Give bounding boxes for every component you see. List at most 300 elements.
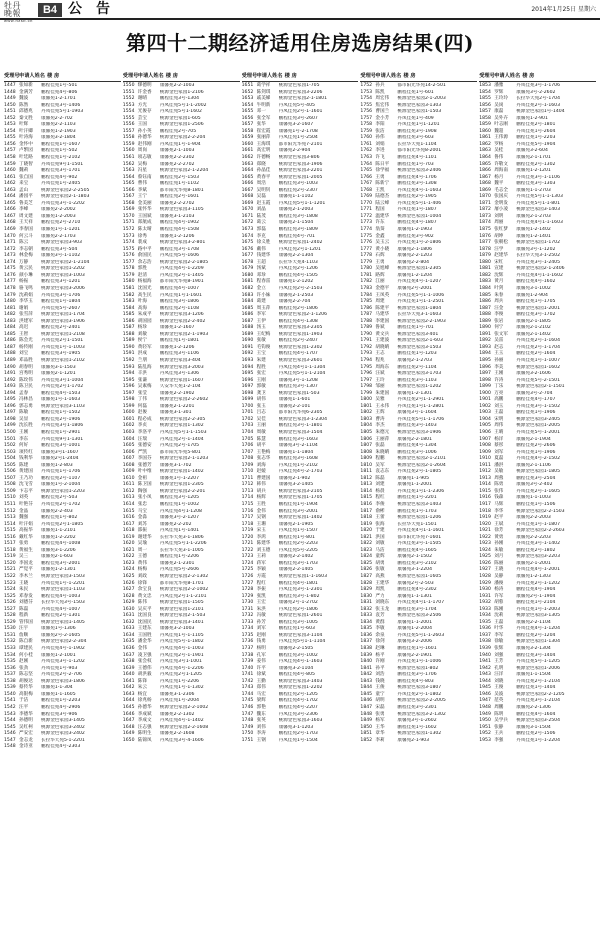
accept-number: 1537 (4, 672, 16, 678)
room-number: 康馨苑3-1-2103 (159, 213, 195, 219)
applicant-name: 朱德元 (375, 429, 390, 435)
room-number: 丹凤佳苑5号1-1-1201 (278, 200, 326, 206)
accept-number: 1615 (122, 508, 135, 514)
accept-number: 1939 (479, 646, 491, 652)
applicant-name: 吴岗 (494, 102, 504, 108)
accept-number: 1584 (122, 305, 135, 311)
applicant-name: 严安宏 (19, 731, 33, 737)
applicant-name: 余泉 (375, 632, 385, 638)
accept-number: 1913 (479, 475, 491, 481)
applicant-name: 秦文胜 (19, 115, 33, 121)
accept-number: 1620 (122, 541, 135, 547)
applicant-name: 丁伟 (137, 397, 147, 403)
applicant-name: 许金香 (137, 89, 152, 95)
room-number: 鹏程佳苑3号-1307 (278, 384, 318, 390)
room-number: 丹凤佳苑5号1-1-2104 (278, 371, 326, 377)
accept-number: 1840 (360, 659, 373, 665)
room-number: 康馨苑2-1-1701 (516, 155, 551, 161)
applicant-name: 程鹏 (375, 456, 385, 462)
applicant-name: 李志朝 (19, 246, 33, 252)
accept-number: 1892 (479, 338, 491, 344)
accept-number: 1550 (122, 83, 135, 88)
room-number: 鹏程佳苑3号-1806 (159, 299, 200, 305)
logo-line-2: 晚報 (4, 9, 21, 18)
applicant-name: 陈然 (19, 102, 29, 108)
accept-number: 1458 (4, 155, 16, 161)
accept-number: 1535 (4, 659, 16, 665)
header-applicant-name: 申请人姓名 (256, 73, 283, 79)
room-number: 丹凤佳苑2号1-1-2901 (397, 397, 445, 403)
room-number: 丹凤佳苑4号-1-1902 (41, 646, 85, 652)
room-number: 鹏程佳苑3号-2607 (278, 115, 318, 121)
room-number: 桃源金色家园1-2601 (278, 613, 323, 619)
room-number: 桃源金色家园2-1-2104 (41, 259, 90, 265)
applicant-name: 孙芳 (256, 619, 266, 625)
applicant-name: 李德华 (19, 711, 33, 717)
accept-number: 1762 (360, 148, 373, 154)
applicant-name: 李敏 (375, 626, 385, 632)
room-number: 丹凤佳苑1号1-1-2306 (397, 488, 445, 494)
room-number: 丹凤佳苑5号-405 (278, 102, 315, 108)
room-number: 鹏程佳苑2号-2606 (516, 443, 556, 449)
applicant-name: 胡平 (256, 443, 266, 449)
room-number: 鹏程佳苑2号-1905 (397, 194, 437, 200)
applicant-name: 林金梅 (19, 253, 33, 259)
applicant-name: 詹顺 (19, 632, 29, 638)
accept-number: 1784 (360, 292, 373, 298)
accept-number: 1953 (479, 737, 491, 743)
room-number: 都市阳光华苑8-1701 (159, 580, 204, 586)
room-number: 丹凤佳苑2号1-1201 (278, 246, 321, 252)
accept-number: 1741 (241, 672, 254, 678)
accept-number: 1764 (360, 161, 373, 167)
accept-number: 1525 (4, 593, 16, 599)
applicant-name: 金鑫 (375, 233, 385, 239)
room-number: 桃源金色家园1-2202 (41, 266, 85, 272)
header-room: 楼 房 (47, 73, 60, 79)
room-number: 丹凤佳苑4号-1-1603 (397, 187, 442, 193)
room-number: 丹凤佳苑5号1-1-406 (397, 200, 442, 206)
accept-number: 1812 (360, 475, 373, 481)
accept-number: 1595 (122, 377, 135, 383)
applicant-name: 谭建民 (19, 646, 33, 652)
accept-number: 1643 (122, 691, 135, 697)
room-number: 丹凤佳苑1号1-1601 (159, 292, 202, 298)
applicant-name: 周海东 (375, 364, 390, 370)
room-number: 康馨苑2-2-804 (397, 259, 430, 265)
accept-number: 1536 (4, 665, 16, 671)
room-number: 桃源金色家园3-1103 (41, 403, 85, 409)
room-number: 康馨苑1号-1-1201 (41, 227, 81, 233)
room-number: 康馨苑1-1-2001 (397, 482, 433, 488)
room-number: 丹凤佳苑4号1-1-1707 (397, 600, 445, 606)
applicant-name: 孟山 (19, 187, 29, 193)
table-row (479, 738, 596, 745)
room-number: 丹凤佳苑3号-2306 (278, 711, 318, 717)
accept-number: 1497 (4, 410, 16, 416)
room-number: 康馨苑2-2-1203 (397, 253, 433, 259)
room-number: 鹏程佳苑3号-1704 (397, 606, 437, 612)
logo-url: www.hzsb.cn (4, 18, 33, 23)
applicant-name: 陆德杰 (375, 194, 390, 200)
room-number: 鹏程佳苑4号-1702 (278, 698, 318, 704)
applicant-name: 胡勇 (375, 560, 385, 566)
accept-number: 1552 (122, 96, 135, 102)
room-number: 康馨苑1号-1-2207 (159, 475, 200, 481)
accept-number: 1792 (360, 344, 373, 350)
applicant-name: 李东 (19, 436, 29, 442)
accept-number: 1832 (360, 606, 373, 612)
accept-number: 1499 (4, 423, 16, 429)
accept-number: 1932 (479, 600, 491, 606)
room-number: 鹏程佳苑3号-1205 (159, 495, 200, 501)
applicant-name: 严力 (375, 593, 385, 599)
accept-number: 1633 (122, 626, 135, 632)
accept-number: 1541 (4, 698, 16, 704)
applicant-name: 邓珍 (256, 272, 266, 278)
applicant-name: 路中平 (137, 246, 152, 252)
applicant-name: 吴瑜 (137, 541, 147, 547)
applicant-name: 钱晓 (375, 678, 385, 684)
accept-number: 1691 (241, 344, 254, 350)
accept-number: 1592 (122, 357, 135, 363)
accept-number: 1850 (360, 724, 373, 730)
applicant-name: 王国斌 (137, 213, 152, 219)
room-number: 鹏程佳苑2号-1802 (516, 547, 556, 553)
applicant-name: 焦宏伟 (375, 102, 390, 108)
accept-number: 1864 (479, 155, 491, 161)
accept-number: 1894 (479, 351, 491, 357)
room-number: 康馨苑2-1-2703 (397, 357, 433, 363)
applicant-name: 李建国 (375, 318, 390, 324)
room-number: 丹凤佳苑2号-1-1802 (397, 691, 442, 697)
room-number: 丹凤佳苑2号-1-1405 (159, 272, 204, 278)
room-number: 桃源金色家园3-2504 (516, 718, 561, 724)
applicant-name: 陆乱海 (137, 364, 152, 370)
room-number: 鹏程佳苑2号-1302 (516, 161, 556, 167)
section-name: 公告 (68, 1, 124, 17)
room-number: 康馨苑3-1-2306 (159, 691, 195, 697)
applicant-name: 吴雅 (375, 397, 385, 403)
room-number: 丹凤佳苑2号-1705 (159, 443, 200, 449)
accept-number: 1568 (122, 200, 135, 206)
accept-number: 1734 (241, 626, 254, 632)
room-number: 鹏程佳苑3号-906 (41, 711, 78, 717)
accept-number: 1950 (479, 718, 491, 724)
applicant-name: 李军 (256, 312, 266, 318)
room-number: 康馨苑2-1-1904 (516, 436, 551, 442)
accept-number: 1841 (360, 665, 373, 671)
applicant-name: 邱德兆 (19, 109, 33, 115)
accept-number: 1876 (479, 233, 491, 239)
applicant-name: 徐芳 (494, 528, 504, 534)
room-number: 鹏程佳苑1号-1203 (397, 351, 437, 357)
room-number: 康馨苑2-1-2102 (516, 325, 551, 331)
applicant-name: 吴梅 (137, 161, 147, 167)
applicant-name: 邓春发 (19, 593, 33, 599)
accept-number: 1580 (122, 279, 135, 285)
applicant-name: 陈卫国 (137, 482, 152, 488)
applicant-name: 陈建华 (256, 541, 271, 547)
applicant-name: 姜伟 (256, 659, 266, 665)
applicant-name: 光俊存 (137, 109, 152, 115)
applicant-name: 高鹏 (494, 397, 504, 403)
room-number: 丹凤佳苑3号-1-1706 (516, 83, 561, 88)
accept-number: 1712 (241, 482, 254, 488)
applicant-name: 金满芳 (19, 89, 33, 95)
room-number: 康馨苑3号-1-1102 (41, 253, 81, 259)
applicant-name: 高迟 (19, 325, 29, 331)
accept-number: 1711 (241, 475, 254, 481)
accept-number: 1551 (122, 89, 135, 95)
room-number: 鹏程佳苑3号-1201 (41, 279, 81, 285)
accept-number: 1872 (479, 207, 491, 213)
accept-number: 1464 (4, 194, 16, 200)
applicant-name: 王智 (19, 331, 29, 337)
room-number: 鹏程佳苑1号-603 (278, 626, 315, 632)
accept-number: 1678 (241, 259, 254, 265)
accept-number: 1722 (241, 547, 254, 553)
accept-number: 1590 (122, 344, 135, 350)
accept-number: 1763 (360, 155, 373, 161)
room-number: 桃源金色家园3-2406 (397, 168, 442, 174)
room-number: 鹏程佳苑1号-502 (41, 148, 78, 154)
room-number: 桃源金色家园1-705 (278, 83, 320, 88)
room-number: 桃源金色家园3-2003 (159, 364, 204, 370)
accept-number: 1844 (360, 685, 373, 691)
accept-number: 1809 (360, 456, 373, 462)
accept-number: 1689 (241, 331, 254, 337)
room-number: 康馨苑2-2-1405 (278, 567, 314, 573)
room-number: 康馨苑2-2-202 (159, 521, 192, 527)
accept-number: 1529 (4, 619, 16, 625)
applicant-name: 冯敏 (256, 613, 266, 619)
applicant-name: 许军 (494, 593, 504, 599)
room-number: 丹凤佳苑1号-2102 (278, 462, 318, 468)
applicant-name: 刘敏 (375, 541, 385, 547)
applicant-name: 张会权 (137, 659, 152, 665)
applicant-name: 刘玉德 (256, 547, 271, 553)
applicant-name: 程红 (375, 495, 385, 501)
applicant-name: 赵伟刚 (137, 141, 152, 147)
accept-number: 1890 (479, 325, 491, 331)
accept-number: 1534 (4, 652, 16, 658)
applicant-name: 王刚 (256, 377, 266, 383)
room-number: 丹凤佳苑5号-2607 (41, 305, 81, 311)
room-number: 康馨苑1-2-1903 (397, 227, 433, 233)
applicant-name: 郑晓 (256, 161, 266, 167)
applicant-name: 张洁 (375, 128, 385, 134)
accept-number: 1819 (360, 521, 373, 527)
applicant-name: 王艳梅 (256, 449, 271, 455)
applicant-name: 王莉 (256, 554, 266, 560)
room-number: 康馨苑2-2-2702 (159, 161, 195, 167)
applicant-name: 钱勇 (256, 639, 266, 645)
applicant-name: 陈志坚 (19, 672, 33, 678)
room-number: 鹏程佳苑3号-1003 (278, 181, 318, 187)
accept-number: 1917 (479, 502, 491, 507)
applicant-name: 吴学兵 (494, 718, 508, 724)
applicant-name: 杨月 (494, 174, 504, 180)
accept-number: 1847 (360, 704, 373, 710)
applicant-name: 王玉 (494, 351, 504, 357)
room-number: 鹏程佳苑3号-1808 (278, 213, 318, 219)
accept-number: 1636 (122, 646, 135, 652)
applicant-name: 刘建 (375, 482, 385, 488)
applicant-name: 胡蓉 (494, 600, 504, 606)
room-number: 丹凤佳苑3号-1-1502 (516, 403, 561, 409)
applicant-name: 张如新 (19, 83, 33, 88)
applicant-name: 杨福海 (137, 279, 152, 285)
room-number: 鹏程佳苑2号-1107 (41, 475, 81, 481)
accept-number: 1699 (241, 397, 254, 403)
accept-number: 1820 (360, 528, 373, 534)
room-number: 康馨苑2-1-603 (41, 554, 73, 560)
room-number: 鹏程佳苑1号-1602 (397, 724, 437, 730)
applicant-name: 陈丽 (494, 560, 504, 566)
applicant-name: 陈自新 (19, 639, 33, 645)
accept-number: 1587 (122, 325, 135, 331)
applicant-name: 刘晓东 (375, 600, 390, 606)
accept-number: 1839 (360, 652, 373, 658)
accept-number: 1576 (122, 253, 135, 259)
applicant-name: 芸宝 (137, 115, 147, 121)
accept-number: 1729 (241, 593, 254, 599)
room-number: 丹凤佳苑4号-1-1003 (159, 646, 204, 652)
applicant-name: 宣建 (494, 266, 504, 272)
accept-number: 1773 (360, 220, 373, 226)
room-number: 鹏程佳苑3号-2001 (278, 508, 318, 514)
applicant-name: 吴显 (19, 416, 29, 422)
accept-number: 1677 (241, 253, 254, 259)
room-number: 康馨苑2-2-1304 (278, 253, 314, 259)
room-number: 鹏程佳苑2号-1806 (278, 305, 318, 311)
room-number: 桃源金色家园1-503 (278, 390, 320, 396)
room-number: 康馨苑3-2-1104 (278, 665, 314, 671)
room-number: 丹凤佳苑2号1-1-2101 (159, 593, 207, 599)
accept-number: 1867 (479, 174, 491, 180)
accept-number: 1718 (241, 521, 254, 527)
room-number: 桃源金色家园1-2305 (397, 266, 442, 272)
room-number: 康馨苑3-1-2206 (41, 547, 76, 553)
accept-number: 1752 (360, 83, 373, 88)
accept-number: 1858 (479, 115, 491, 121)
accept-number: 1714 (241, 495, 254, 501)
accept-number: 1928 (479, 574, 491, 580)
accept-number: 1912 (479, 469, 491, 475)
accept-number: 1679 (241, 266, 254, 272)
applicant-name: 凌卫强 (137, 652, 152, 658)
applicant-name: 许刚 (375, 659, 385, 665)
table-column-2 (123, 72, 240, 936)
accept-number: 1929 (479, 580, 491, 586)
room-number: 康馨苑1-1-304 (41, 685, 73, 691)
room-number: 桃源金色家园1-1505 (159, 600, 204, 606)
room-number: 鹏程佳苑4号-701 (278, 233, 315, 239)
accept-number: 1629 (122, 600, 135, 606)
accept-number: 1793 (360, 351, 373, 357)
applicant-name: 曹涛 (375, 416, 385, 422)
room-number: 丹凤佳苑5号-2606 (159, 567, 200, 573)
applicant-name: 管伟国 (19, 619, 33, 625)
applicant-name: 王伟源 (494, 135, 508, 141)
room-number: 康馨苑1-2-2004 (397, 626, 433, 632)
accept-number: 1566 (122, 187, 135, 193)
accept-number: 1726 (241, 574, 254, 580)
room-number: 康馨苑3-1-1503 (41, 364, 76, 370)
applicant-name: 王晴 (494, 429, 504, 435)
applicant-name: 吴玉云 (375, 240, 390, 246)
applicant-name: 鲁斌 (375, 325, 385, 331)
accept-number: 1501 (4, 436, 16, 442)
room-number: 丹凤佳苑1号-903 (41, 665, 78, 671)
accept-number: 1511 (4, 502, 16, 507)
room-number: 鹏程佳苑3号-1603 (278, 436, 318, 442)
room-number: 桃源金色家园1-1605 (397, 574, 442, 580)
accept-number: 1601 (122, 416, 135, 422)
room-number: 丹凤佳苑2号-1702 (41, 502, 81, 507)
room-number: 康馨苑1-2-1201 (516, 168, 551, 174)
room-number: 鹏程佳苑1号-1502 (41, 410, 81, 416)
room-number: 丹凤佳苑1号-2604 (516, 128, 556, 134)
room-number: 丹凤佳苑3号-1-1202 (41, 659, 85, 665)
room-number: 丹凤佳苑1号-1-1302 (159, 685, 204, 691)
header-applicant-name: 申请人姓名 (19, 73, 45, 79)
applicant-name: 陈明生 (137, 731, 152, 737)
applicant-name: 汤玉 (256, 325, 266, 331)
applicant-name: 韩伟 (256, 482, 266, 488)
applicant-name: 黄云民 (19, 266, 33, 272)
accept-number: 1507 (4, 475, 16, 481)
accept-number: 1879 (479, 253, 491, 259)
accept-number: 1603 (122, 429, 135, 435)
applicant-name: 黄文忠 (137, 593, 152, 599)
applicant-name: 周建 (375, 299, 385, 305)
applicant-name: 许东 (375, 220, 385, 226)
accept-number: 1947 (479, 698, 491, 704)
room-number: 康馨苑2-2-1608 (159, 731, 195, 737)
accept-number: 1470 (4, 233, 16, 239)
room-number: 丹凤佳苑5号1-1903 (41, 109, 84, 115)
applicant-name: 朱晓晴 (375, 449, 390, 455)
room-number: 丹凤佳苑1号-1906 (516, 449, 556, 455)
accept-number: 1834 (360, 619, 373, 625)
accept-number: 1593 (122, 364, 135, 370)
accept-number: 1772 (360, 213, 373, 219)
room-number: 康馨苑2-1-1504 (278, 220, 314, 226)
room-number: 桃源金色家园3-1403 (516, 207, 561, 213)
accept-number: 1666 (241, 181, 254, 187)
applicant-name: 洪成 (137, 351, 147, 357)
accept-number: 1706 (241, 443, 254, 449)
accept-number: 1621 (122, 547, 135, 553)
room-number: 桃源金色家园2-2-2005 (397, 698, 446, 704)
accept-number: 1635 (122, 639, 135, 645)
room-number: 丹凤佳苑1号-1-2003 (516, 606, 561, 612)
accept-number: 1604 (122, 436, 135, 442)
room-number: 鹏程佳苑3号-2504 (516, 475, 556, 481)
applicant-name: 杨涛 (494, 587, 504, 593)
room-number: 桃源金色家园2-1-1903 (159, 331, 209, 337)
accept-number: 1582 (122, 292, 135, 298)
accept-number: 1938 (479, 639, 491, 645)
masthead (0, 0, 600, 23)
applicant-name: 张莹 (137, 390, 147, 396)
accept-number: 1767 (360, 181, 373, 187)
applicant-name: 杨晨 (375, 488, 385, 494)
applicant-name: 康磊 (494, 109, 504, 115)
accept-number: 1452 (4, 115, 16, 121)
